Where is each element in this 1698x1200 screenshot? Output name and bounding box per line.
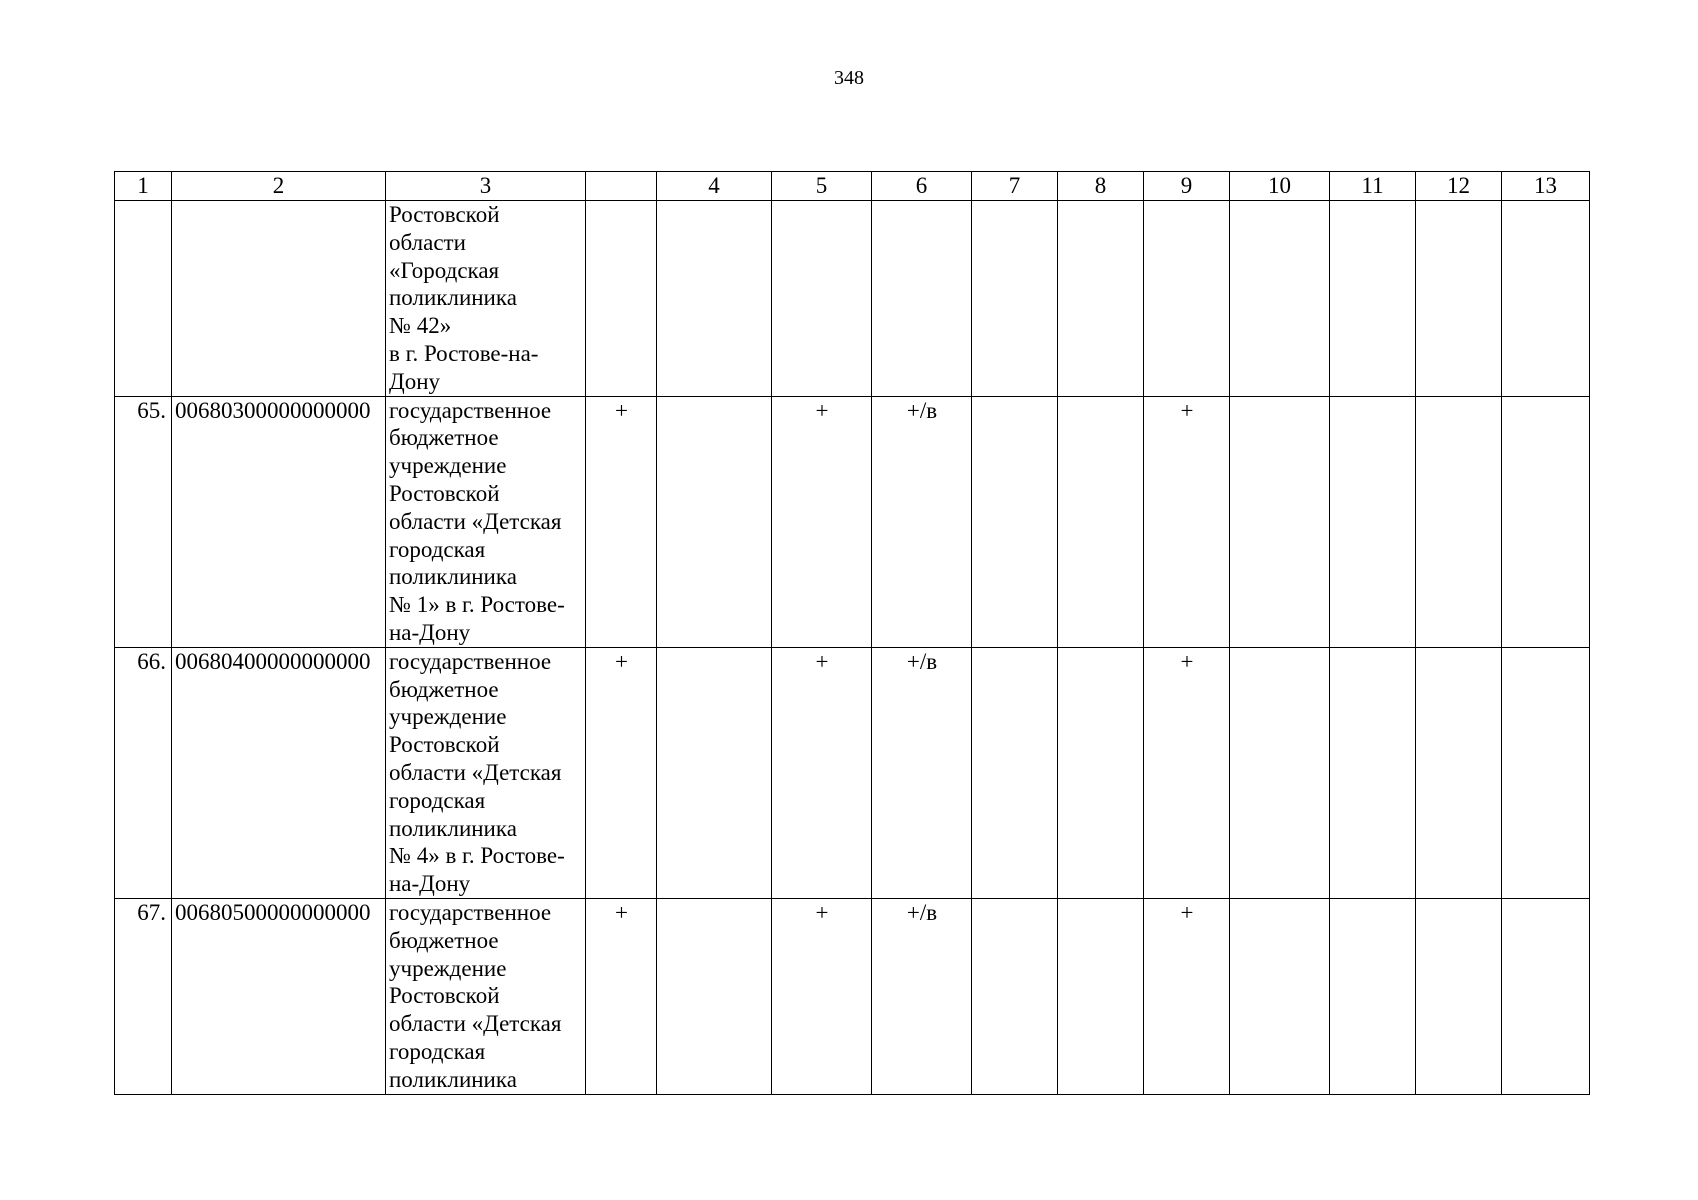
column-header: 5 [772,172,872,201]
row-cell: +/в [872,396,972,647]
column-header: 1 [115,172,172,201]
column-header: 10 [1230,172,1330,201]
row-name-line: поликлиника [389,1066,517,1092]
row-name [386,647,586,898]
row-cell [1058,396,1144,647]
row-cell [972,396,1058,647]
row-name-line: «Городская [389,257,500,283]
row-cell [972,201,1058,397]
row-name-line: городская [389,1038,486,1064]
row-name-line: Ростовской [389,480,500,506]
row-cell [972,898,1058,1094]
row-name-line: учреждение [389,704,507,730]
row-cell [1330,201,1416,397]
row-cell: + [586,898,657,1094]
row-name-line: № 4» в г. Ростове- [389,843,565,869]
row-cell [1502,898,1590,1094]
row-name-line: № 42» [389,313,452,339]
row-cell [1416,201,1502,397]
row-code: 00680300000000000 [172,396,386,647]
row-name-line: Дону [389,368,440,394]
row-code [172,201,386,397]
row-name-line: области [389,229,466,255]
row-name-line: поликлиника [389,285,517,311]
row-cell: + [1144,898,1230,1094]
column-header: 7 [972,172,1058,201]
table-row [115,898,1590,1094]
row-cell [657,898,772,1094]
row-name-line: государственное [389,899,552,925]
row-cell [1058,201,1144,397]
row-cell [1230,396,1330,647]
row-name-line: бюджетное [389,425,499,451]
row-name [386,898,586,1094]
table-row [115,396,1590,647]
row-cell [586,201,657,397]
column-header: 8 [1058,172,1144,201]
column-header: 11 [1330,172,1416,201]
row-cell [1230,647,1330,898]
row-name-line: городская [389,536,486,562]
page-number: 348 [834,67,864,89]
row-number: 67. [115,898,172,1094]
row-name-line: государственное [389,648,552,674]
row-cell [1330,396,1416,647]
row-cell [1330,647,1416,898]
row-cell [657,647,772,898]
row-cell [872,201,972,397]
row-name [386,201,586,397]
row-cell [1230,898,1330,1094]
row-name-line: области «Детская [389,508,562,534]
row-cell [1416,898,1502,1094]
row-number: 65. [115,396,172,647]
row-name-line: Ростовской [389,732,500,758]
row-number: 66. [115,647,172,898]
row-cell [1058,898,1144,1094]
column-header [586,172,657,201]
row-name-line: учреждение [389,453,507,479]
row-cell: + [772,647,872,898]
data-table [114,171,1590,1095]
row-cell [1502,647,1590,898]
table-row [115,647,1590,898]
row-cell [657,201,772,397]
column-header: 6 [872,172,972,201]
column-header: 12 [1416,172,1502,201]
column-header: 13 [1502,172,1590,201]
row-name-line: области «Детская [389,759,562,785]
row-cell [1416,396,1502,647]
row-cell [1144,201,1230,397]
column-header: 3 [386,172,586,201]
row-name-line: поликлиника [389,564,517,590]
row-cell [1502,201,1590,397]
column-header: 9 [1144,172,1230,201]
row-cell [1330,898,1416,1094]
row-cell [657,396,772,647]
row-code: 00680500000000000 [172,898,386,1094]
row-name-line: государственное [389,397,552,423]
row-name-line: бюджетное [389,676,499,702]
row-name-line: Ростовской [389,983,500,1009]
row-cell [972,647,1058,898]
row-name-line: области «Детская [389,1011,562,1037]
row-cell [1230,201,1330,397]
row-cell: + [586,396,657,647]
row-cell: + [1144,396,1230,647]
table-header-row [115,172,1590,201]
row-name-line: на-Дону [389,619,471,645]
row-cell: + [586,647,657,898]
row-cell: + [772,396,872,647]
row-number [115,201,172,397]
row-name-line: Ростовской [389,202,500,227]
row-cell [1416,647,1502,898]
row-cell [1502,396,1590,647]
row-cell [772,201,872,397]
table-row [115,201,1590,397]
row-cell [1058,647,1144,898]
row-name [386,396,586,647]
row-name-line: городская [389,787,486,813]
row-name-line: № 1» в г. Ростове- [389,592,565,618]
row-name-line: в г. Ростове-на- [389,340,539,366]
row-cell: + [1144,647,1230,898]
row-name-line: учреждение [389,955,507,981]
row-name-line: на-Дону [389,871,471,897]
row-name-line: бюджетное [389,927,499,953]
column-header: 2 [172,172,386,201]
row-cell: +/в [872,898,972,1094]
row-cell: + [772,898,872,1094]
row-cell: +/в [872,647,972,898]
row-name-line: поликлиника [389,815,517,841]
row-code: 00680400000000000 [172,647,386,898]
column-header: 4 [657,172,772,201]
